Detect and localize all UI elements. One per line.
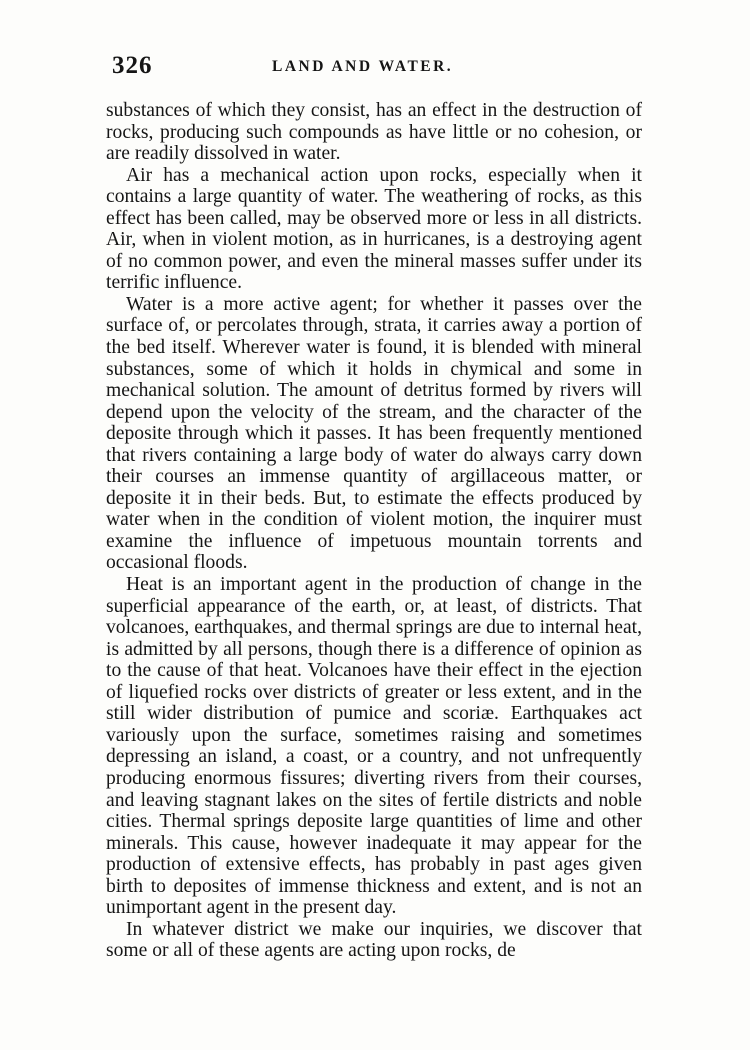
paragraph-air: Air has a mechanical action upon rocks, especially when it contains a large quantity of water. The weathering of rocks, as this effect has been called, may be observed more or less in all districts. Air, when in violent motion, as in hurricanes, is a destroying agent of no common power, and even the mineral masses suffer under its terrific influence. [106,164,642,294]
running-head: LAND AND WATER. [272,58,454,75]
page-number: 326 [112,52,153,79]
body-text [106,100,642,962]
paragraph-water: Water is a more active agent; for whether it passes over the surface of, or percolates through, strata, it carries away a portion of the bed itself. Wherever water is found, it is blended with mineral substances, some of which it holds in chymical and some in mechanical solution. The amount of detritus formed by rivers will depend upon the velocity of the stream, and the character of the deposite through which it passes. It has been frequently mentioned that rivers containing a large body of water do always carry down their courses an immense quantity of argillaceous matter, or deposite it in their beds. But, to estimate the effects produced by water when in the condition of violent motion, the inquirer must examine the influence of impetuous mountain torrents and occasional floods. [106,293,642,574]
page-header [112,52,640,84]
paragraph-heat: Heat is an important agent in the production of change in the superficial appearance of the earth, or, at least, of districts. That volcanoes, earthquakes, and thermal springs are due to internal heat, is admitted by all persons, though there is a difference of opinion as to the cause of that heat. Volcanoes have their effect in the ejection of liquefied rocks over districts of greater or less extent, and in the still wider distribution of pumice and scoriæ. Earthquakes act variously upon the surface, sometimes raising and sometimes depressing an island, a coast, or a country, and not unfrequently producing enormous fissures; diverting rivers from their courses, and leaving stagnant lakes on the sites of fertile districts and noble cities. Thermal springs deposite large quantities of lime and other minerals. This cause, however inadequate it may appear for the production of extensive effects, has probably in past ages given birth to deposites of immense thickness and extent, and is not an unimportant agent in the present day. [106,574,642,919]
paragraph-district: In whatever district we make our inquiries, we discover that some or all of these agents are acting upon rocks, de [106,918,642,962]
paragraph-continuation: substances of which they consist, has an effect in the destruction of rocks, producing such compounds as have little or no cohesion, or are readily dissolved in water. [106,100,642,165]
